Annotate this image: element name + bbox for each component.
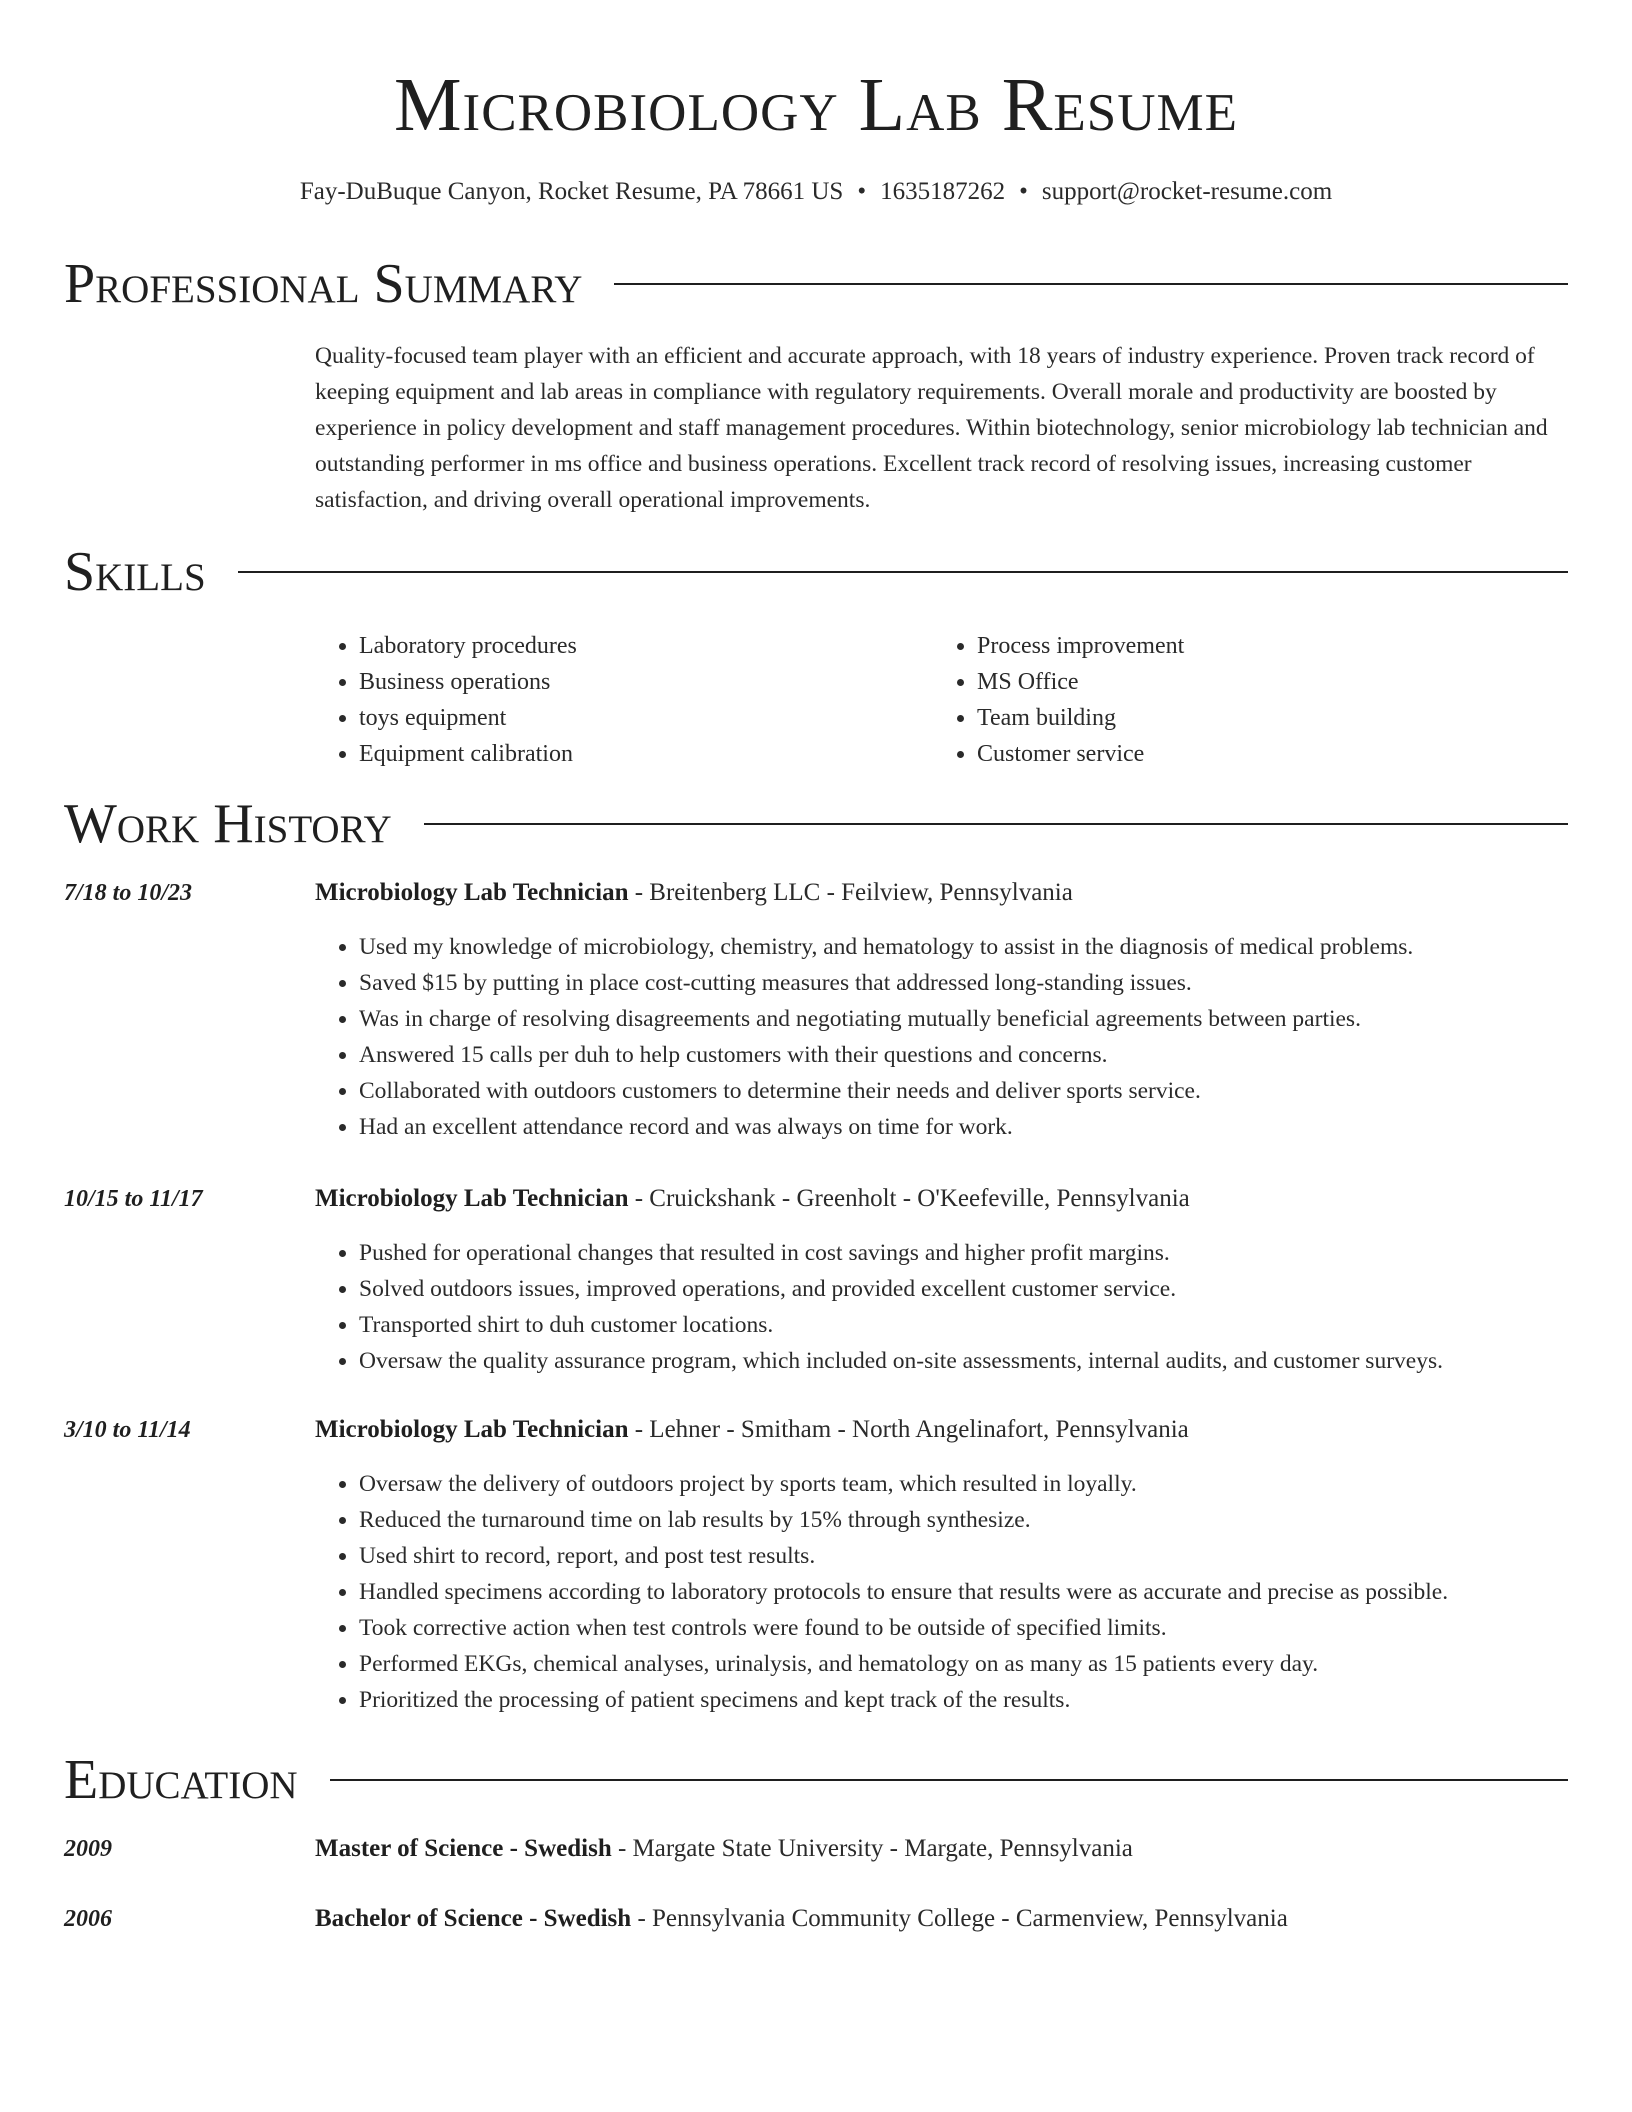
work-dates: 10/15 to 11/17 (64, 1186, 203, 1212)
work-bullet: • Handled specimens according to laboratory protocols to ensure that results were as accurate and precise as possible. (359, 1574, 1568, 1610)
work-bullet: • Pushed for operational changes that resulted in cost savings and higher profit margins. (359, 1235, 1568, 1271)
section-title: Skills (64, 541, 206, 603)
work-bullet: • Solved outdoors issues, improved operations, and provided excellent customer service. (359, 1271, 1568, 1307)
contact-line (0, 175, 1632, 209)
work-bullet: • Answered 15 calls per duh to help customers with their questions and concerns. (359, 1037, 1568, 1073)
work-bullet: • Used shirt to record, report, and post test results. (359, 1538, 1568, 1574)
job-details: - Breitenberg LLC - Feilview, Pennsylvania (628, 879, 1073, 906)
contact-email: support@rocket-resume.com (1041, 178, 1333, 205)
skill-item: • toys equipment (359, 700, 933, 736)
contact-address: Fay-DuBuque Canyon, Rocket Resume, PA 78661 US (299, 178, 844, 205)
work-bullet: • Oversaw the delivery of outdoors project by sports team, which resulted in loyally. (359, 1466, 1568, 1502)
contact-phone: 1635187262 (880, 178, 1006, 205)
education-heading (315, 1902, 1568, 1936)
work-bullets (315, 1235, 1568, 1379)
education-year: 2009 (64, 1836, 112, 1862)
section-divider (238, 571, 1568, 573)
work-heading (315, 876, 1568, 910)
education-details: - Margate State University - Margate, Pennsylvania (611, 1835, 1133, 1862)
section-education (64, 1748, 1568, 1812)
contact-separator: • (857, 178, 867, 205)
work-dates: 3/10 to 11/14 (64, 1417, 191, 1443)
job-title: Microbiology Lab Technician (315, 879, 629, 906)
work-heading (315, 1413, 1568, 1447)
skills-list (315, 628, 1568, 772)
work-bullet: • Performed EKGs, chemical analyses, urinalysis, and hematology on as many as 15 patients every day. (359, 1646, 1568, 1682)
skill-item: • Process improvement (977, 628, 1568, 664)
work-bullet: • Prioritized the processing of patient specimens and kept track of the results. (359, 1682, 1568, 1718)
job-title: Microbiology Lab Technician (315, 1416, 629, 1443)
degree: Bachelor of Science - Swedish (315, 1905, 632, 1932)
work-dates: 7/18 to 10/23 (64, 880, 193, 906)
work-bullet: • Had an excellent attendance record and was always on time for work. (359, 1109, 1568, 1145)
section-title: Professional Summary (64, 253, 583, 315)
job-details: - Lehner - Smitham - North Angelinafort, Pennsylvania (628, 1416, 1189, 1443)
education-details: - Pennsylvania Community College - Carmenview, Pennsylvania (631, 1905, 1288, 1932)
work-heading (315, 1182, 1568, 1216)
skill-item: • Business operations (359, 664, 933, 700)
contact-separator: • (1019, 178, 1028, 205)
section-divider (614, 283, 1568, 285)
skill-item: • Laboratory procedures (359, 628, 933, 664)
section-title: Education (64, 1749, 298, 1811)
education-heading (315, 1832, 1568, 1866)
work-bullet: • Collaborated with outdoors customers to determine their needs and deliver sports service. (359, 1073, 1568, 1109)
work-bullets (315, 1466, 1568, 1718)
work-bullet: • Took corrective action when test controls were found to be outside of specified limits. (359, 1610, 1568, 1646)
section-professional-summary (64, 252, 1568, 316)
education-year: 2006 (64, 1906, 112, 1932)
job-title: Microbiology Lab Technician (315, 1185, 629, 1212)
section-work-history (64, 792, 1568, 856)
skills-column-left (315, 628, 933, 772)
section-divider (330, 1779, 1568, 1781)
summary-text: Quality-focused team player with an efficient and accurate approach, with 18 years of industry experience. Proven track record of keeping equipment and lab areas in compliance with regulatory requirements. Overall morale and productivity are boosted by experience in policy development and staff management procedures. Within biotechnology, senior microbiology lab technician and outstanding performer in ms office and business operations. Excellent track record of resolving issues, increasing customer satisfaction, and driving overall operational improvements. (315, 343, 1548, 513)
work-bullets (315, 929, 1568, 1145)
work-bullet: • Saved $15 by putting in place cost-cutting measures that addressed long-standing issues. (359, 965, 1568, 1001)
resume-title: Microbiology Lab Resume (393, 63, 1239, 147)
section-skills (64, 540, 1568, 604)
work-bullet: • Reduced the turnaround time on lab results by 15% through synthesize. (359, 1502, 1568, 1538)
skill-item: • MS Office (977, 664, 1568, 700)
degree: Master of Science - Swedish (315, 1835, 612, 1862)
skill-item: • Customer service (977, 736, 1568, 772)
work-bullet: • Oversaw the quality assurance program, which included on-site assessments, internal audits, and customer surveys. (359, 1343, 1568, 1379)
work-bullet: • Was in charge of resolving disagreements and negotiating mutually beneficial agreements between parties. (359, 1001, 1568, 1037)
section-divider (424, 823, 1568, 825)
skill-item: • Equipment calibration (359, 736, 933, 772)
section-title: Work History (64, 793, 392, 855)
job-details: - Cruickshank - Greenholt - O'Keefeville, Pennsylvania (628, 1185, 1190, 1212)
skill-item: • Team building (977, 700, 1568, 736)
work-bullet: • Used my knowledge of microbiology, chemistry, and hematology to assist in the diagnosis of medical problems. (359, 929, 1568, 965)
skills-column-right (933, 628, 1568, 772)
work-bullet: • Transported shirt to duh customer locations. (359, 1307, 1568, 1343)
